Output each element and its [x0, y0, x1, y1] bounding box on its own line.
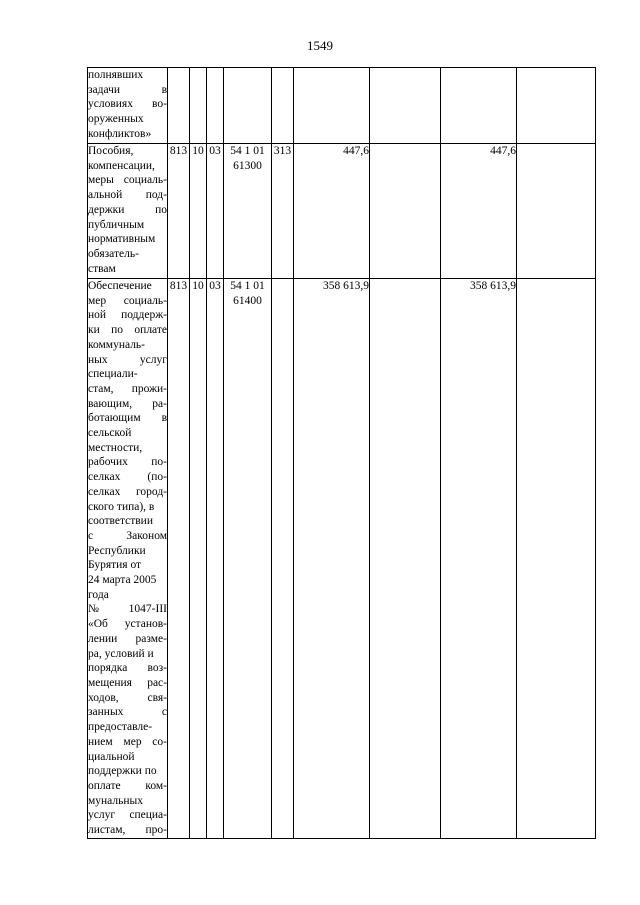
expense-name-line: Обеспечение — [88, 280, 152, 292]
expense-name-line: мунальных — [88, 794, 144, 807]
expense-name-line: селках (по- — [88, 471, 167, 484]
expense-name-line: оруженных — [88, 113, 144, 126]
amount-cell — [517, 144, 596, 279]
amount-cell — [370, 144, 441, 279]
expense-name-line: Бурятия от — [88, 559, 142, 572]
amount-cell: 358 613,9 — [441, 279, 517, 839]
target-article-line: 61400 — [233, 294, 262, 307]
ministry-code-cell: 813 — [168, 279, 190, 839]
expense-name-line: публичным — [88, 218, 145, 231]
expense-name-line: ходов, свя- — [88, 691, 167, 704]
expense-name-line: порядка воз- — [88, 662, 167, 675]
section-code-cell: 10 — [190, 144, 207, 279]
table-row — [88, 279, 596, 839]
ministry-code-cell — [168, 68, 190, 144]
expense-name-line: мещения рас- — [88, 676, 167, 689]
expense-type-cell — [272, 279, 294, 839]
amount-cell — [370, 279, 441, 839]
expense-name-line: селках город- — [88, 485, 167, 498]
expense-name-line: конфликтов» — [88, 127, 152, 140]
target-article-cell — [224, 279, 272, 839]
expense-name-line: компенсации, — [88, 159, 155, 172]
section-code-cell — [190, 68, 207, 144]
subsection-code-cell: 03 — [207, 144, 224, 279]
expense-name-line: вающим, ра- — [88, 397, 167, 410]
expense-name-line: полнявших — [88, 69, 144, 81]
expense-name-line: листам, про- — [88, 824, 167, 837]
page-number: 1549 — [307, 38, 333, 53]
expense-name-line: с Законом — [88, 529, 167, 542]
amount-cell: 447,6 — [294, 144, 370, 279]
expense-name-line: держки по — [88, 203, 167, 216]
subsection-code-cell — [207, 68, 224, 144]
expense-name-line: задачи в — [88, 83, 167, 96]
expense-name-line: ского типа), в — [88, 500, 155, 513]
expense-name-cell — [88, 279, 168, 839]
expense-name-line: услуг специа- — [88, 809, 167, 822]
expense-name-line: меры социаль- — [88, 174, 167, 187]
expense-name-line: лении разме- — [88, 632, 167, 645]
expense-name-line: № 1047-III — [88, 603, 167, 616]
amount-cell — [517, 279, 596, 839]
amount-cell — [370, 68, 441, 144]
expense-name-line: рабочих по- — [88, 456, 167, 469]
expense-name-line: предоставле- — [88, 721, 153, 734]
expense-type-cell — [272, 68, 294, 144]
expense-name-line: ных услуг — [88, 353, 167, 366]
ministry-code-cell: 813 — [168, 144, 190, 279]
target-article-cell — [224, 68, 272, 144]
expense-name-line: ствам — [88, 262, 116, 275]
expense-name-line: местности, — [88, 441, 143, 454]
expense-name-line: мер социаль- — [88, 294, 167, 307]
expense-name-line: года — [88, 588, 109, 601]
subsection-code-cell: 03 — [207, 279, 224, 839]
expense-name-line: циальной — [88, 750, 135, 763]
expense-name-line: поддержки по — [88, 765, 157, 778]
target-article-cell — [224, 144, 272, 279]
target-article-line: 54 1 01 — [230, 280, 265, 292]
expense-name-line: ра, условий и — [88, 647, 154, 660]
table-row — [88, 144, 596, 279]
expense-name-line: Республики — [88, 544, 146, 557]
expense-name-line: специали- — [88, 368, 138, 381]
expense-name-line: обязатель- — [88, 247, 139, 260]
amount-cell — [441, 68, 517, 144]
section-code-cell: 10 — [190, 279, 207, 839]
expense-name-line: «Об установ- — [88, 618, 167, 631]
expense-name-line: оплате ком- — [88, 779, 167, 792]
expense-name-line: Пособия, — [88, 145, 134, 157]
expense-name-line: сельской — [88, 427, 132, 440]
expense-name-line: занных с — [88, 706, 167, 719]
expense-name-line: нормативным — [88, 233, 156, 246]
expense-name-line: ки по оплате — [88, 324, 167, 337]
amount-cell — [517, 68, 596, 144]
amount-cell — [294, 68, 370, 144]
expense-name-line: условиях во- — [88, 98, 167, 111]
expense-name-line: нием мер со- — [88, 735, 167, 748]
expense-name-cell — [88, 68, 168, 144]
expense-name-line: стам, прожи- — [88, 382, 167, 395]
expense-name-cell — [88, 144, 168, 279]
expense-name-line: соответствии — [88, 515, 153, 528]
budget-table — [87, 67, 596, 839]
amount-cell: 358 613,9 — [294, 279, 370, 839]
expense-name-line: ботающим в — [88, 412, 167, 425]
expense-name-line: 24 марта 2005 — [88, 574, 157, 587]
expense-name-line: ной поддерж- — [88, 309, 167, 322]
expense-name-line: коммуналь- — [88, 338, 146, 351]
target-article-line: 61300 — [233, 159, 262, 172]
target-article-line: 54 1 01 — [230, 145, 265, 157]
table-row — [88, 68, 596, 144]
expense-name-line: альной под- — [88, 189, 167, 202]
expense-type-cell: 313 — [272, 144, 294, 279]
amount-cell: 447,6 — [441, 144, 517, 279]
